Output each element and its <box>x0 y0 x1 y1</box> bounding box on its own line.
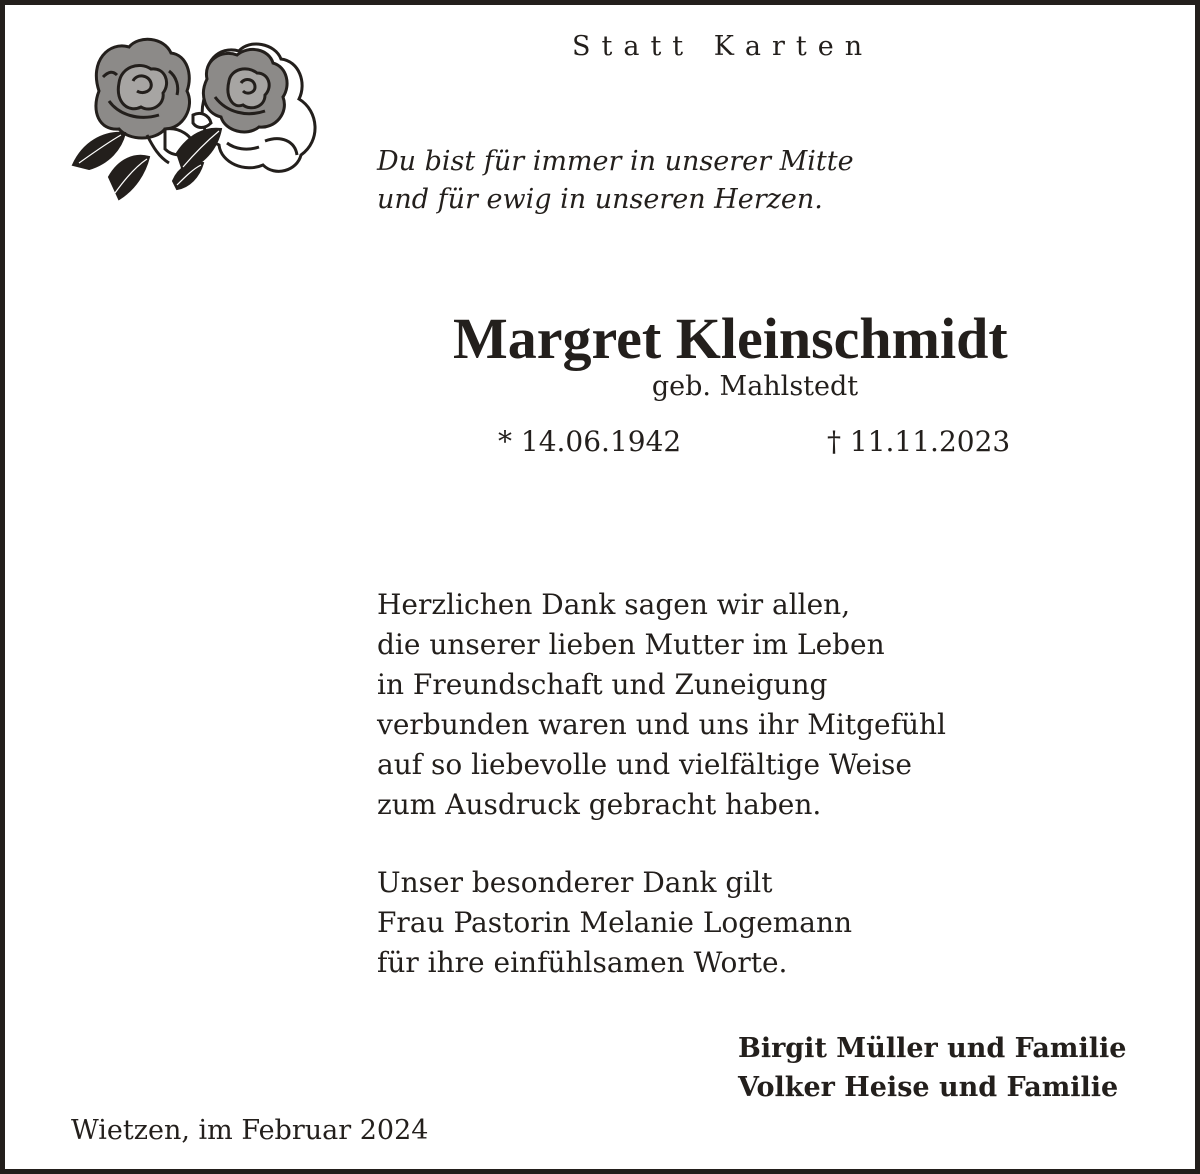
birth-date: * 14.06.1942 <box>498 425 682 458</box>
text-line: für ihre einfühlsamen Worte. <box>377 946 788 979</box>
memorial-quote <box>377 143 854 219</box>
signature-line: Birgit Müller und Familie <box>738 1033 1127 1064</box>
special-thanks-paragraph <box>377 863 852 983</box>
text-line: zum Ausdruck gebracht haben. <box>377 788 822 821</box>
text-line: die unserer lieben Mutter im Leben <box>377 628 885 661</box>
maiden-name: geb. Mahlstedt <box>651 371 859 402</box>
signatures <box>738 1029 1126 1107</box>
place-date: Wietzen, im Februar 2024 <box>71 1115 429 1146</box>
text-line: Herzlichen Dank sagen wir allen, <box>377 588 851 621</box>
death-date: † 11.11.2023 <box>827 425 1011 458</box>
signature-line: Volker Heise und Familie <box>738 1072 1119 1103</box>
text-line: Frau Pastorin Melanie Logemann <box>377 906 853 939</box>
deceased-name: Margret Kleinschmidt <box>453 306 1008 371</box>
text-line: in Freundschaft und Zuneigung <box>377 668 828 701</box>
statt-karten-heading: Statt Karten <box>572 31 874 62</box>
quote-line: und für ewig in unseren Herzen. <box>377 184 823 215</box>
quote-line: Du bist für immer in unserer Mitte <box>377 146 854 177</box>
thanks-paragraph <box>377 585 946 825</box>
text-line: Unser besonderer Dank gilt <box>377 866 773 899</box>
text-line: verbunden waren und uns ihr Mitgefühl <box>377 708 946 741</box>
text-line: auf so liebevolle und vielfältige Weise <box>377 748 912 781</box>
roses-icon <box>69 31 321 207</box>
